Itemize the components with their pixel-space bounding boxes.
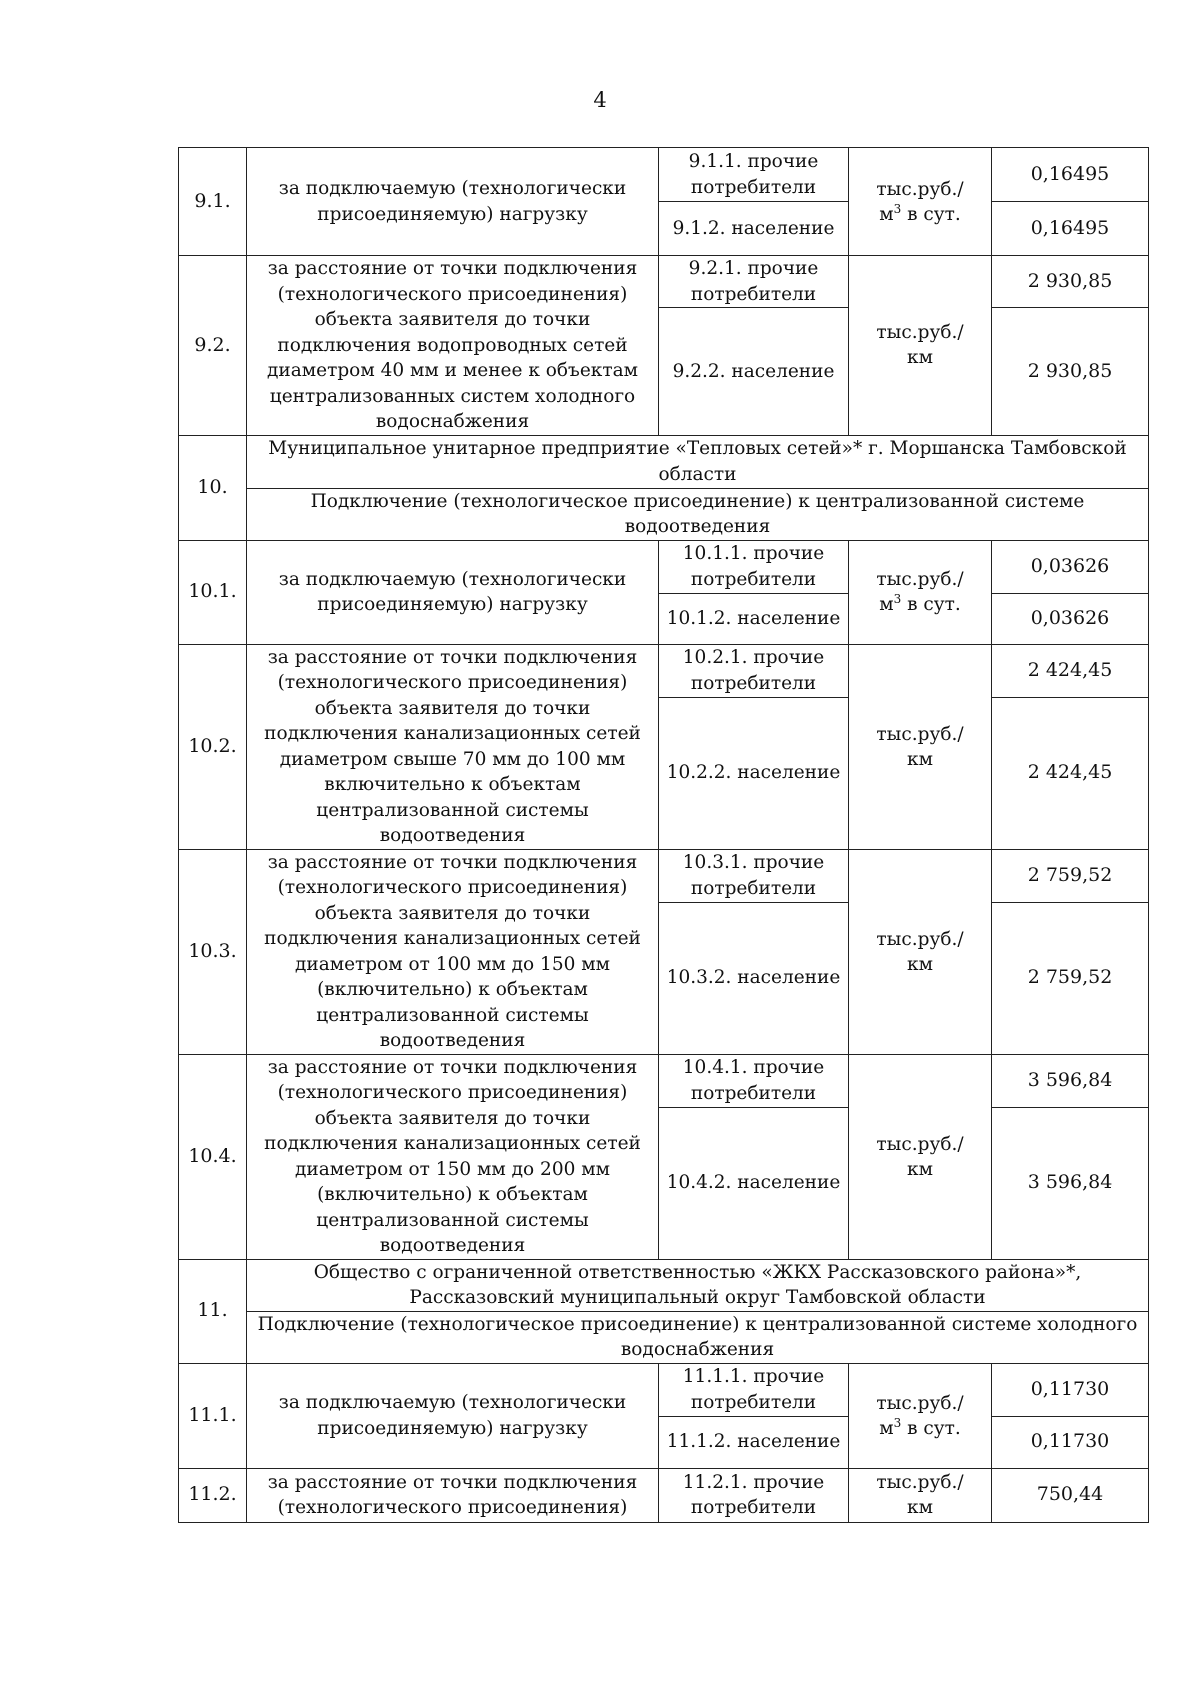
tariff-value: 2 759,52 (992, 902, 1149, 1054)
tariff-value: 2 930,85 (992, 256, 1149, 308)
page-number: 4 (593, 88, 607, 112)
unit-length: км (907, 1497, 933, 1518)
tariff-value: 0,03626 (992, 540, 1149, 593)
unit-length: км (907, 347, 933, 369)
unit-currency: тыс.руб./ (876, 1133, 964, 1155)
table-row (179, 435, 1149, 488)
tariff-value: 2 424,45 (992, 697, 1149, 849)
table-row (179, 148, 1149, 202)
row-description: за подключаемую (технологически присоединяемую) нагрузку (247, 1363, 659, 1468)
unit-cell (849, 148, 992, 256)
unit-length: км (907, 1158, 933, 1180)
subcategory-cell: 9.1.1. прочие потребители (659, 148, 849, 202)
row-number: 9.2. (179, 256, 247, 436)
subcategory-cell: 10.1.2. население (659, 593, 849, 644)
unit-cell (849, 1054, 992, 1259)
subcategory-cell: 10.3.1. прочие потребители (659, 849, 849, 902)
unit-volume: $м^3$ в сут. (879, 591, 961, 615)
subcategory-cell: 10.2.2. население (659, 697, 849, 849)
tariff-table (178, 147, 1149, 1523)
subcategory-cell: 10.4.2. население (659, 1107, 849, 1259)
unit-length: км (907, 953, 933, 975)
tariff-value: 0,03626 (992, 593, 1149, 644)
row-number: 11.2. (179, 1468, 247, 1522)
tariff-value: 3 596,84 (992, 1054, 1149, 1107)
tariff-value: 0,16495 (992, 148, 1149, 202)
organization-name: Общество с ограниченной ответственностью «ЖКХ Рассказовского района»*, Рассказовский муниципальный округ Тамбовской области (247, 1259, 1149, 1311)
row-number: 10. (179, 435, 247, 540)
tariff-value: 0,16495 (992, 202, 1149, 256)
unit-currency: тыс.руб./ (876, 1392, 964, 1414)
table-row (179, 1054, 1149, 1107)
tariff-value: 0,11730 (992, 1363, 1149, 1416)
subcategory-cell: 9.2.2. население (659, 308, 849, 435)
table-row (179, 1311, 1149, 1363)
row-description: за расстояние от точки подключения (технологического присоединения) (247, 1468, 659, 1522)
organization-name: Муниципальное унитарное предприятие «Тепловых сетей»* г. Моршанска Тамбовской области (247, 435, 1149, 488)
service-title: Подключение (технологическое присоединение) к централизованной системе холодного водоснабжения (247, 1311, 1149, 1363)
unit-currency: тыс.руб./ (876, 928, 964, 950)
row-description: за расстояние от точки подключения (технологического присоединения) объекта заявителя до точки подключения канализационных сетей диаметром от 150 мм до 200 мм (включительно) к объектам централизованной системы водоотведения (247, 1054, 659, 1259)
unit-cell (849, 256, 992, 436)
table-row (179, 1259, 1149, 1311)
subcategory-cell: 11.1.2. население (659, 1416, 849, 1468)
unit-length: км (907, 748, 933, 770)
unit-currency: тыс.руб./ (876, 178, 964, 200)
unit-cell (849, 540, 992, 644)
table-row (179, 256, 1149, 308)
row-number: 11.1. (179, 1363, 247, 1468)
unit-currency: тыс.руб./ (876, 1472, 964, 1493)
tariff-value: 750,44 (992, 1468, 1149, 1522)
row-number: 10.1. (179, 540, 247, 644)
row-description: за расстояние от точки подключения (технологического присоединения) объекта заявителя до точки подключения водопроводных сетей диаметром 40 мм и менее к объектам централизованных систем холодного водоснабжения (247, 256, 659, 436)
subcategory-cell: 10.2.1. прочие потребители (659, 644, 849, 697)
unit-currency: тыс.руб./ (876, 322, 964, 344)
subcategory-cell: 10.4.1. прочие потребители (659, 1054, 849, 1107)
table-row (179, 540, 1149, 593)
service-title: Подключение (технологическое присоединение) к централизованной системе водоотведения (247, 488, 1149, 540)
row-number: 9.1. (179, 148, 247, 256)
unit-currency: тыс.руб./ (876, 569, 964, 590)
subcategory-cell: 10.1.1. прочие потребители (659, 540, 849, 593)
unit-cell (849, 849, 992, 1054)
row-description: за расстояние от точки подключения (технологического присоединения) объекта заявителя до точки подключения канализационных сетей диаметром свыше 70 мм до 100 мм включительно к объектам централизованной системы водоотведения (247, 644, 659, 849)
tariff-value: 2 759,52 (992, 849, 1149, 902)
subcategory-cell: 9.1.2. население (659, 202, 849, 256)
subcategory-cell: 11.2.1. прочие потребители (659, 1468, 849, 1522)
subcategory-cell: 10.3.2. население (659, 902, 849, 1054)
unit-cell (849, 1363, 992, 1468)
unit-volume: $м^3$ в сут. (879, 1415, 961, 1439)
unit-currency: тыс.руб./ (876, 723, 964, 745)
tariff-value: 0,11730 (992, 1416, 1149, 1468)
tariff-value: 2 930,85 (992, 308, 1149, 435)
table-row (179, 1363, 1149, 1416)
unit-volume: $м^3$ в сут. (879, 201, 961, 225)
table-row (179, 644, 1149, 697)
table-row (179, 1468, 1149, 1522)
table-row (179, 849, 1149, 902)
unit-cell (849, 644, 992, 849)
tariff-value: 3 596,84 (992, 1107, 1149, 1259)
subcategory-cell: 11.1.1. прочие потребители (659, 1363, 849, 1416)
row-number: 10.2. (179, 644, 247, 849)
subcategory-cell: 9.2.1. прочие потребители (659, 256, 849, 308)
unit-cell (849, 1468, 992, 1522)
row-description: за подключаемую (технологически присоединяемую) нагрузку (247, 540, 659, 644)
row-description: за подключаемую (технологически присоединяемую) нагрузку (247, 148, 659, 256)
row-number: 10.4. (179, 1054, 247, 1259)
tariff-value: 2 424,45 (992, 644, 1149, 697)
row-number: 10.3. (179, 849, 247, 1054)
row-number: 11. (179, 1259, 247, 1363)
table-row (179, 488, 1149, 540)
row-description: за расстояние от точки подключения (технологического присоединения) объекта заявителя до точки подключения канализационных сетей диаметром от 100 мм до 150 мм (включительно) к объектам централизованной системы водоотведения (247, 849, 659, 1054)
